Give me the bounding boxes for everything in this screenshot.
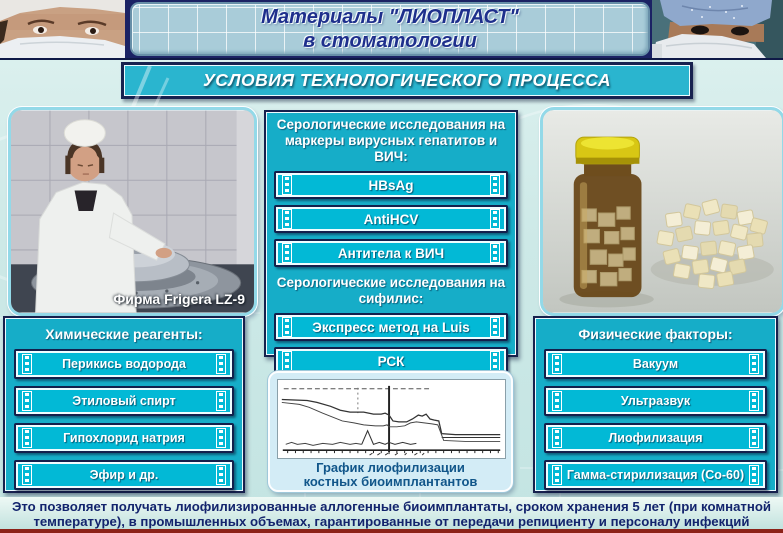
button-antihcv[interactable] bbox=[274, 205, 508, 233]
slide-title-line1: Материалы "ЛИОПЛАСТ" bbox=[261, 6, 519, 28]
film-strip-icon bbox=[216, 391, 226, 411]
slide-title-line2: в стоматологии bbox=[303, 30, 477, 52]
film-strip-icon bbox=[749, 465, 759, 485]
graph-caption-line2: костных биоимплантантов bbox=[303, 474, 478, 489]
film-strip-icon bbox=[282, 209, 292, 229]
film-strip-icon bbox=[282, 317, 292, 337]
film-strip-icon bbox=[282, 351, 292, 371]
button-sodium-hypochlorite[interactable] bbox=[14, 423, 234, 453]
button-vacuum[interactable] bbox=[544, 349, 767, 379]
button-label: Гамма-стирилизация (Co-60) bbox=[566, 468, 745, 482]
button-ethyl-alcohol[interactable] bbox=[14, 386, 234, 416]
button-label: Гипохлорид натрия bbox=[63, 431, 185, 445]
film-strip-icon bbox=[490, 209, 500, 229]
film-strip-icon bbox=[749, 428, 759, 448]
button-hiv-antibodies[interactable] bbox=[274, 239, 508, 267]
section-header: УСЛОВИЯ ТЕХНОЛОГИЧЕСКОГО ПРОЦЕССА bbox=[121, 62, 693, 99]
button-label: Лиофилизация bbox=[608, 431, 703, 445]
film-strip-icon bbox=[749, 391, 759, 411]
graph-plot-area bbox=[277, 379, 506, 459]
film-strip-icon bbox=[282, 243, 292, 263]
footer-summary-text: Это позволяет получать лиофилизированные аллогенные биоимплантаты, сроком хранения 5 лет (при комнатной температуре), в промышленных объемах, гарантированные от передачи репициенту и персоналу инфекций bbox=[0, 497, 783, 533]
lab-photo-caption: Фирма Frigera LZ-9 bbox=[113, 291, 245, 307]
button-hydrogen-peroxide[interactable] bbox=[14, 349, 234, 379]
button-label: Перикись водорода bbox=[62, 357, 186, 371]
film-strip-icon bbox=[749, 354, 759, 374]
button-label: РСК bbox=[377, 353, 405, 369]
film-strip-icon bbox=[552, 391, 562, 411]
button-label: HBsAg bbox=[368, 177, 414, 193]
button-express-luis[interactable] bbox=[274, 313, 508, 341]
lab-photo bbox=[11, 110, 254, 313]
film-strip-icon bbox=[216, 428, 226, 448]
button-ultrasound[interactable] bbox=[544, 386, 767, 416]
button-label: Антитела к ВИЧ bbox=[337, 245, 445, 261]
lyophilization-graph-card bbox=[268, 371, 513, 492]
film-strip-icon bbox=[490, 243, 500, 263]
button-ether[interactable] bbox=[14, 460, 234, 490]
button-lyophilization[interactable] bbox=[544, 423, 767, 453]
button-label: Этиловый спирт bbox=[72, 394, 176, 408]
button-label: Ультразвук bbox=[620, 394, 691, 408]
film-strip-icon bbox=[552, 354, 562, 374]
graph-caption bbox=[270, 461, 511, 489]
film-strip-icon bbox=[282, 175, 292, 195]
film-strip-icon bbox=[22, 354, 32, 374]
surgeon-man-photo bbox=[652, 0, 783, 58]
film-strip-icon bbox=[22, 391, 32, 411]
film-strip-icon bbox=[552, 465, 562, 485]
lyophilization-curves bbox=[278, 380, 505, 458]
film-strip-icon bbox=[216, 354, 226, 374]
serology-panel-header: Серологические исследования на маркеры вирусных гепатитов и ВИЧ: bbox=[276, 117, 506, 164]
implant-photo bbox=[543, 110, 782, 313]
button-label: Экспресс метод на Luis bbox=[312, 319, 470, 335]
jar bbox=[574, 137, 642, 297]
physical-panel bbox=[533, 316, 778, 493]
button-label: AntiHCV bbox=[363, 211, 419, 227]
serology-panel bbox=[264, 110, 518, 369]
implant-photo-frame bbox=[540, 107, 783, 316]
film-strip-icon bbox=[552, 428, 562, 448]
film-strip-icon bbox=[490, 175, 500, 195]
physical-panel-header: Физические факторы: bbox=[578, 326, 733, 342]
film-strip-icon bbox=[22, 465, 32, 485]
film-strip-icon bbox=[216, 465, 226, 485]
button-hbsag[interactable] bbox=[274, 171, 508, 199]
film-strip-icon bbox=[22, 428, 32, 448]
lab-photo-frame bbox=[8, 107, 257, 316]
film-strip-icon bbox=[490, 351, 500, 371]
button-gamma-sterilization[interactable] bbox=[544, 460, 767, 490]
chemical-panel-header: Химические реагенты: bbox=[45, 326, 203, 342]
button-label: Эфир и др. bbox=[89, 468, 159, 482]
syphilis-subheader: Серологические исследования на сифилис: bbox=[276, 275, 506, 306]
graph-caption-line1: График лиофилизации bbox=[316, 460, 465, 475]
surgeon-woman-photo bbox=[0, 0, 125, 58]
chemical-panel bbox=[3, 316, 245, 493]
button-label: Вакуум bbox=[632, 357, 679, 371]
title-panel bbox=[130, 2, 650, 56]
top-banner bbox=[0, 0, 783, 60]
film-strip-icon bbox=[490, 317, 500, 337]
